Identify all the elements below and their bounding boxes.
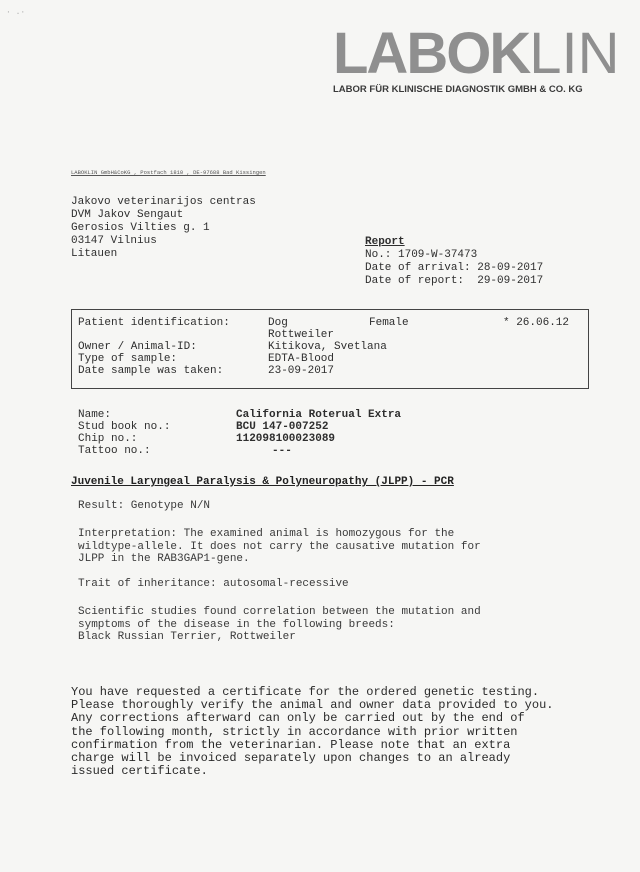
sender-return-address: LABOKLIN GmbH&CoKG , Postfach 1810 , DE-97688 Bad Kissingen (71, 169, 266, 176)
sample-date-value: 23-09-2017 (268, 365, 335, 377)
inheritance-trait: Trait of inheritance: autosomal-recessive (78, 578, 349, 590)
recipient-line-5: Litauen (71, 248, 118, 260)
chip-label: Chip no.: (78, 433, 138, 445)
name-label: Name: (78, 409, 112, 421)
scan-speck: · .· (6, 8, 26, 17)
recipient-line-3: Gerosios Vilties g. 1 (71, 222, 210, 234)
recipient-line-2: DVM Jakov Sengaut (71, 209, 184, 221)
patient-breed: Rottweiler (268, 329, 335, 341)
stud-label: Stud book no.: (78, 421, 171, 433)
chip-number: 112098100023089 (236, 433, 336, 445)
patient-sex: Female (369, 317, 409, 329)
test-title: Juvenile Laryngeal Paralysis & Polyneuropathy (JLPP) - PCR (71, 476, 454, 488)
sample-type-value: EDTA-Blood (268, 353, 335, 365)
animal-name: California Roterual Extra (236, 409, 402, 421)
stud-book-number: BCU 147-007252 (236, 421, 329, 433)
date-of-arrival: Date of arrival: 28-09-2017 (365, 262, 544, 274)
report-title: Report (365, 236, 405, 248)
logo-subtitle: LABOR FÜR KLINISCHE DIAGNOSTIK GMBH & CO. KG (333, 84, 583, 95)
patient-birthdate: * 26.06.12 (503, 317, 570, 329)
sample-date-label: Date sample was taken: (78, 365, 224, 377)
test-interpretation: Interpretation: The examined animal is homozygous for the wildtype-allele. It does not carry the causative mutation for JLPP in the RAB3GAP1-gene. (78, 528, 481, 565)
owner-value: Kitikova, Svetlana (268, 341, 387, 353)
tattoo-number: --- (272, 445, 292, 457)
logo-word-thin: LIN (529, 21, 620, 86)
scientific-studies: Scientific studies found correlation between the mutation and symptoms of the disease in the following breeds: Black Russian Terrier, Rottweiler (78, 606, 481, 643)
date-of-report: Date of report: 29-09-2017 (365, 275, 544, 287)
owner-label: Owner / Animal-ID: (78, 341, 197, 353)
recipient-line-1: Jakovo veterinarijos centras (71, 196, 256, 208)
laboklin-logo (333, 21, 620, 86)
logo-word-main: LABOK (333, 21, 530, 86)
recipient-line-4: 03147 Vilnius (71, 235, 157, 247)
patient-label: Patient identification: (78, 317, 230, 329)
patient-species: Dog (268, 317, 288, 329)
tattoo-label: Tattoo no.: (78, 445, 151, 457)
report-number: No.: 1709-W-37473 (365, 249, 478, 261)
patient-identification-box (71, 309, 589, 389)
test-result: Result: Genotype N/N (78, 500, 211, 512)
sample-type-label: Type of sample: (78, 353, 178, 365)
certificate-note: You have requested a certificate for the ordered genetic testing. Please thoroughly verify the animal and owner data provided to you. Any corrections afterward can only be carried out by the end of the following month, strictly in accordance with prior written confirmation from the veterinarian. Please note that an extra charge will be invoiced separately upon changes to an already issued certificate. (71, 685, 554, 779)
